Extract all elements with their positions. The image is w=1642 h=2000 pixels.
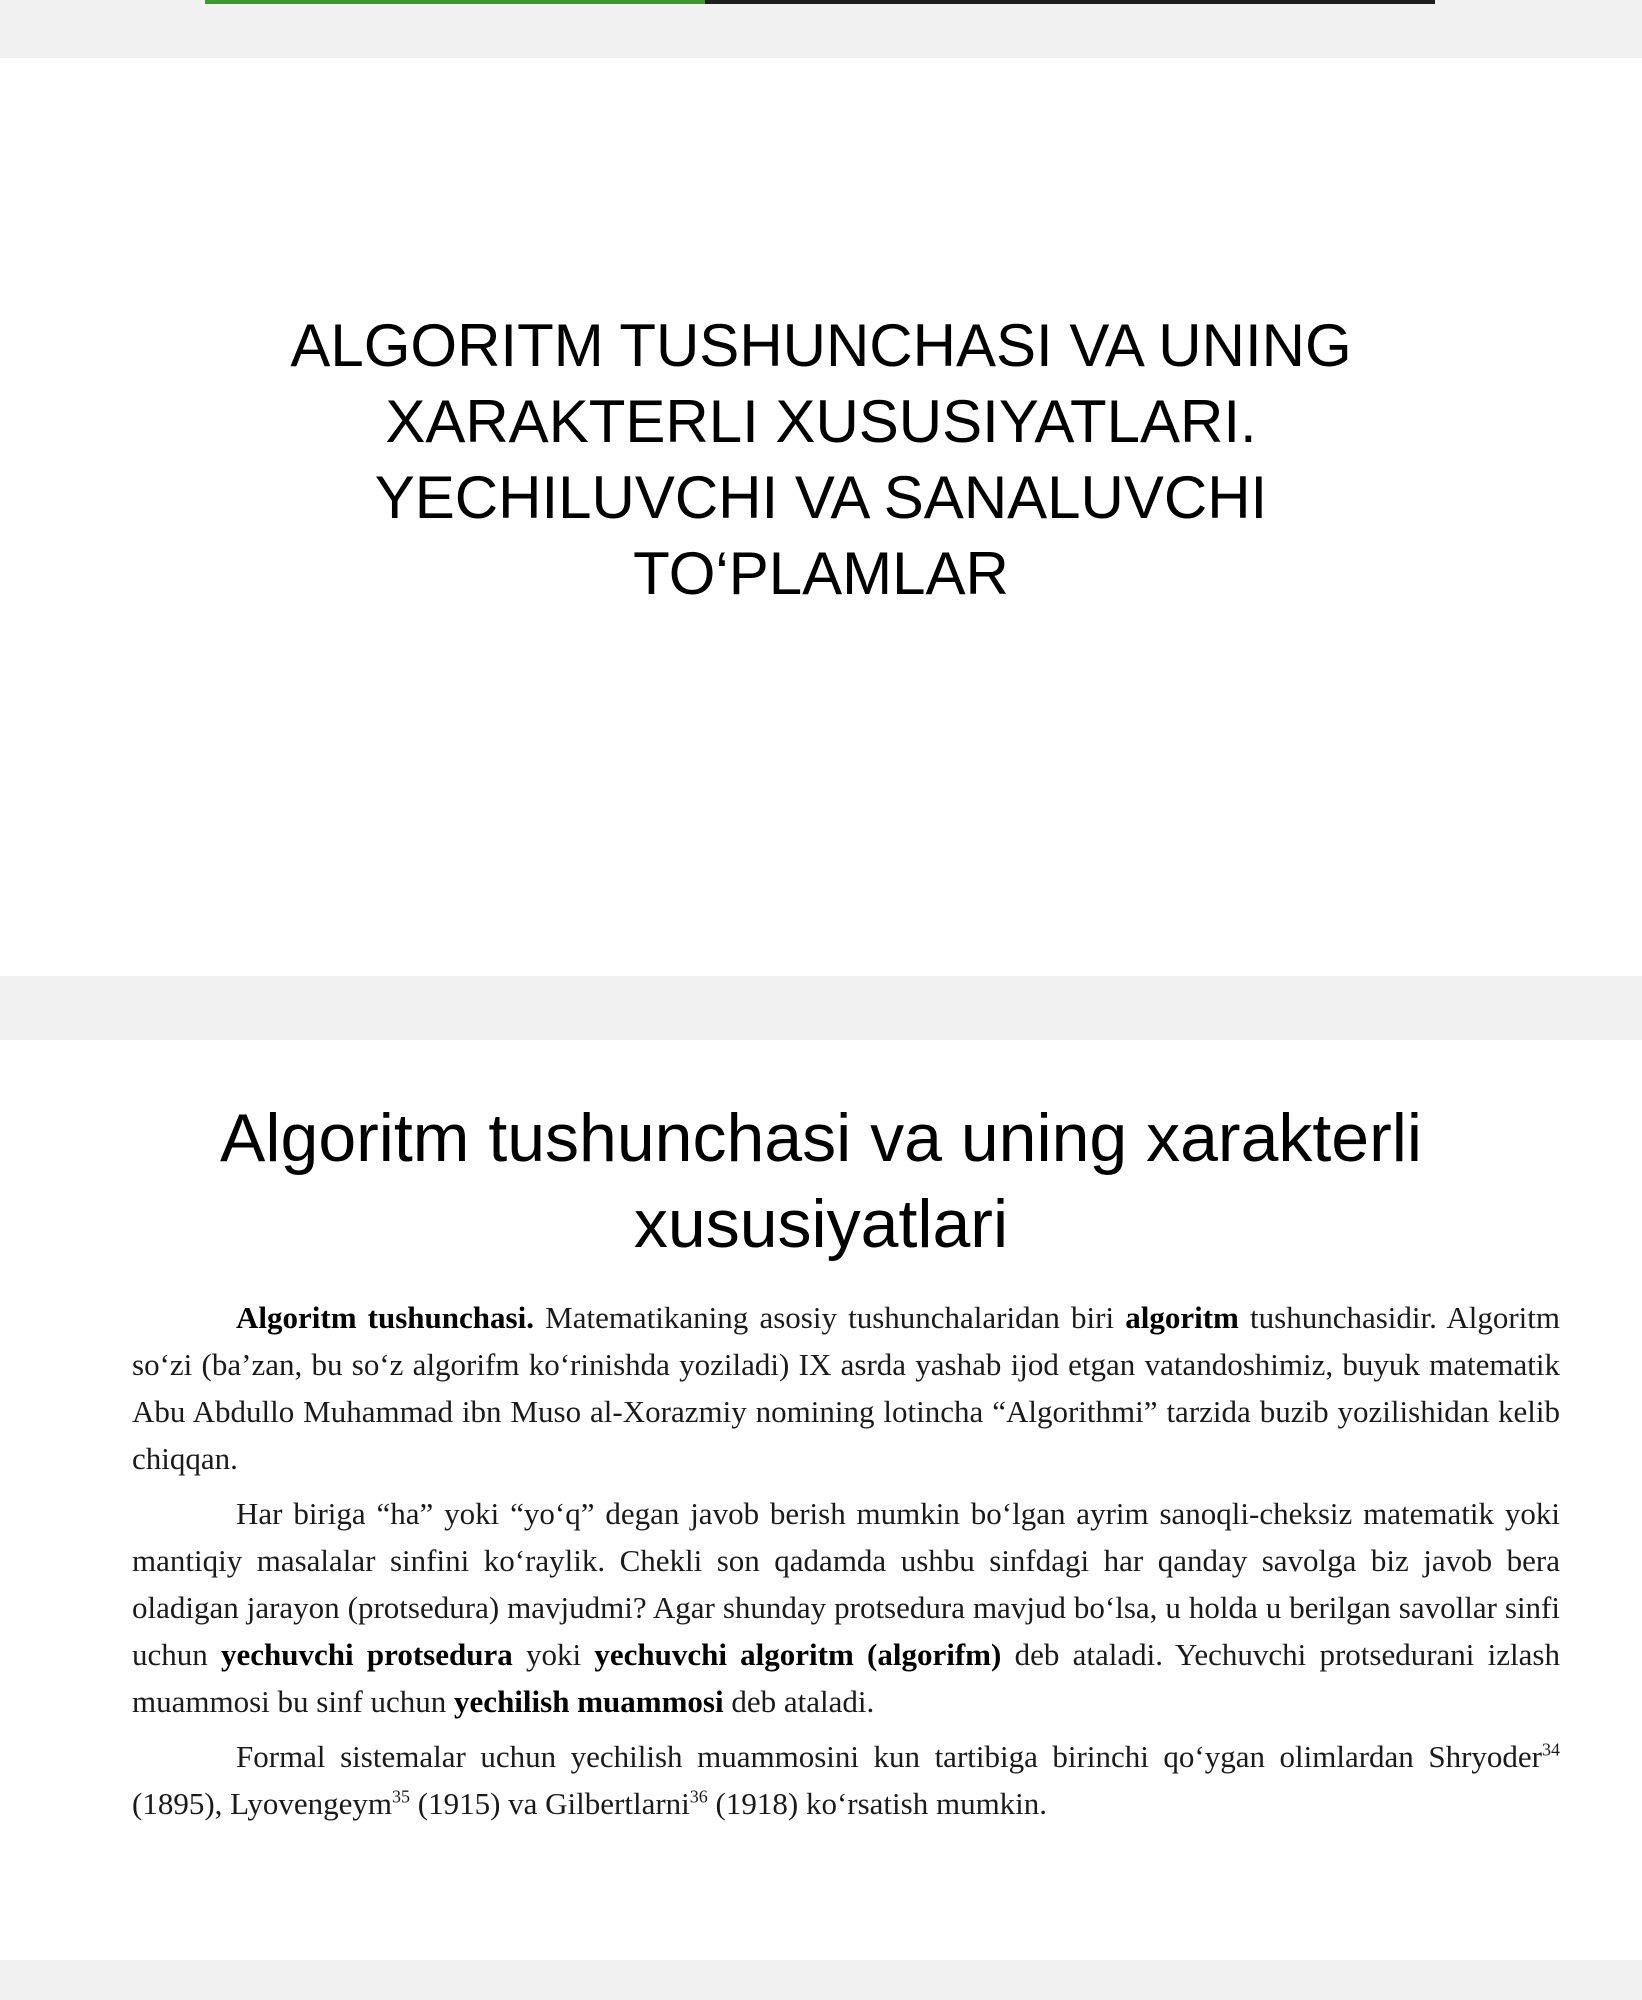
footnote-marker: 35 [392, 1786, 411, 1807]
footnote-marker: 36 [689, 1786, 708, 1807]
paragraph-text: (1918) ko‘rsatish mumkin. [707, 1786, 1048, 1821]
title-line: TO‘PLAMLAR [633, 540, 1009, 607]
paragraph-text: Har biriga “ha” yoki “yo‘q” degan javob berish mumkin bo‘lgan ayrim sanoqli-cheksiz matematik yoki mantiqiy masalalar sinfini ko‘raylik. Chekli son qadamda ushbu sinfdagi har qanday savolga biz javob bera oladigan jarayon (protsedura) mavjudmi? Agar shunday protsedura mavjud bo‘lsa, u holda u berilgan savollar sinfi uchun [132, 1496, 1560, 1672]
paragraph-text: yoki [512, 1637, 595, 1672]
previous-slide-edge [205, 0, 1435, 4]
paragraph-text: tushunchasidir. Algoritm so‘zi (ba’zan, bu so‘z algorifm ko‘rinishda yoziladi) IX asrda yashab ijod etgan vatandoshimiz, buyuk matematik Abu Abdullo Muhammad ibn Muso al-Xorazmiy nomining lotincha “Algorithmi” tarzida buzib yozilishidan kelib chiqqan. [132, 1300, 1561, 1476]
title-line: XARAKTERLI XUSUSIYATLARI. [385, 388, 1257, 455]
slide-content-page [0, 1040, 1642, 1960]
paragraph-text: Formal sistemalar uchun yechilish muammosini kun tartibiga birinchi qo‘ygan olimlardan Shryoder [236, 1739, 1542, 1774]
previous-slide-image-dark [705, 0, 1435, 4]
section-title-line: Algoritm tushunchasi va uning xarakterli [220, 1100, 1422, 1176]
paragraph-decision-procedure [132, 1490, 1560, 1725]
footnote-marker: 34 [1542, 1739, 1560, 1760]
body-text [132, 1294, 1560, 1827]
bold-term: yechuvchi protsedura [221, 1637, 513, 1672]
title-line: YECHILUVCHI VA SANALUVCHI [374, 464, 1268, 531]
section-title-line: xususiyatlari [633, 1186, 1009, 1262]
title-line: ALGORITM TUSHUNCHASI VA UNING [290, 312, 1352, 379]
paragraph-formal-systems [132, 1733, 1560, 1827]
slide-title-page [0, 58, 1642, 976]
bold-term: Algoritm tushunchasi. [236, 1300, 534, 1335]
paragraph-text: (1915) va Gilbertlarni [410, 1786, 690, 1821]
paragraph-text: (1895), Lyovengeym [132, 1786, 393, 1821]
previous-slide-image-green [205, 0, 705, 4]
paragraph-text: deb ataladi. Yechuvchi protsedurani izlash muammosi bu sinf uchun [132, 1637, 1560, 1719]
bold-term: algoritm [1125, 1300, 1239, 1335]
bold-term: yechilish muammosi [454, 1684, 724, 1719]
paragraph-text: Matematikaning asosiy tushunchalaridan biri [533, 1300, 1126, 1335]
paragraph-text: deb ataladi. [723, 1684, 875, 1719]
slide-section-title [100, 1095, 1542, 1267]
paragraph-algorithm-definition [132, 1294, 1560, 1482]
bold-term: yechuvchi algoritm (algorifm) [594, 1637, 1002, 1672]
slide-main-title [171, 308, 1471, 612]
